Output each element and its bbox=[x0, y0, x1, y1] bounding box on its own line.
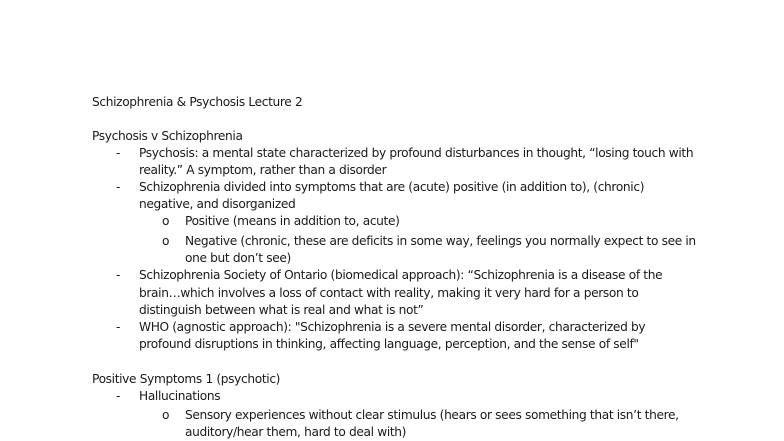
bullet-dash: - bbox=[116, 146, 121, 160]
sub-list-item-line: Sensory experiences without clear stimulus (hears or sees something that isn’t there, bbox=[185, 408, 679, 422]
list-item-line: Psychosis: a mental state characterized by profound disturbances in thought, “losing touch with bbox=[139, 146, 694, 160]
list-item-line: Hallucinations bbox=[139, 389, 221, 403]
list-item-line: Schizophrenia Society of Ontario (biomedical approach): “Schizophrenia is a disease of the bbox=[139, 268, 663, 282]
bullet-dash: - bbox=[116, 320, 121, 334]
list-item-line: profound disruptions in thinking, affecting language, perception, and the sense of self" bbox=[139, 337, 639, 351]
bullet-circle: o bbox=[162, 408, 170, 422]
section-heading-psychosis-v-schizophrenia: Psychosis v Schizophrenia bbox=[92, 129, 243, 143]
list-item-line: WHO (agnostic approach): "Schizophrenia is a severe mental disorder, characterized by bbox=[139, 320, 646, 334]
list-item-line: reality.” A symptom, rather than a disorder bbox=[139, 163, 387, 177]
section-heading-positive-symptoms: Positive Symptoms 1 (psychotic) bbox=[92, 372, 281, 386]
bullet-circle: o bbox=[162, 234, 170, 248]
list-item-line: negative, and disorganized bbox=[139, 197, 296, 211]
document-title: Schizophrenia & Psychosis Lecture 2 bbox=[92, 95, 303, 109]
list-item-line: Schizophrenia divided into symptoms that are (acute) positive (in addition to), (chronic) bbox=[139, 180, 645, 194]
list-item-line: distinguish between what is real and what is not” bbox=[139, 303, 424, 317]
bullet-dash: - bbox=[116, 180, 121, 194]
bullet-dash: - bbox=[116, 389, 121, 403]
sub-list-item-line: one but don’t see) bbox=[185, 251, 291, 265]
sub-list-item-line: Negative (chronic, these are deficits in some way, feelings you normally expect to see in bbox=[185, 234, 696, 248]
sub-list-item-line: Positive (means in addition to, acute) bbox=[185, 214, 400, 228]
list-item-line: brain…which involves a loss of contact with reality, making it very hard for a person to bbox=[139, 286, 639, 300]
sub-list-item-line: auditory/hear them, hard to deal with) bbox=[185, 425, 407, 439]
bullet-dash: - bbox=[116, 268, 121, 282]
bullet-circle: o bbox=[162, 214, 170, 228]
